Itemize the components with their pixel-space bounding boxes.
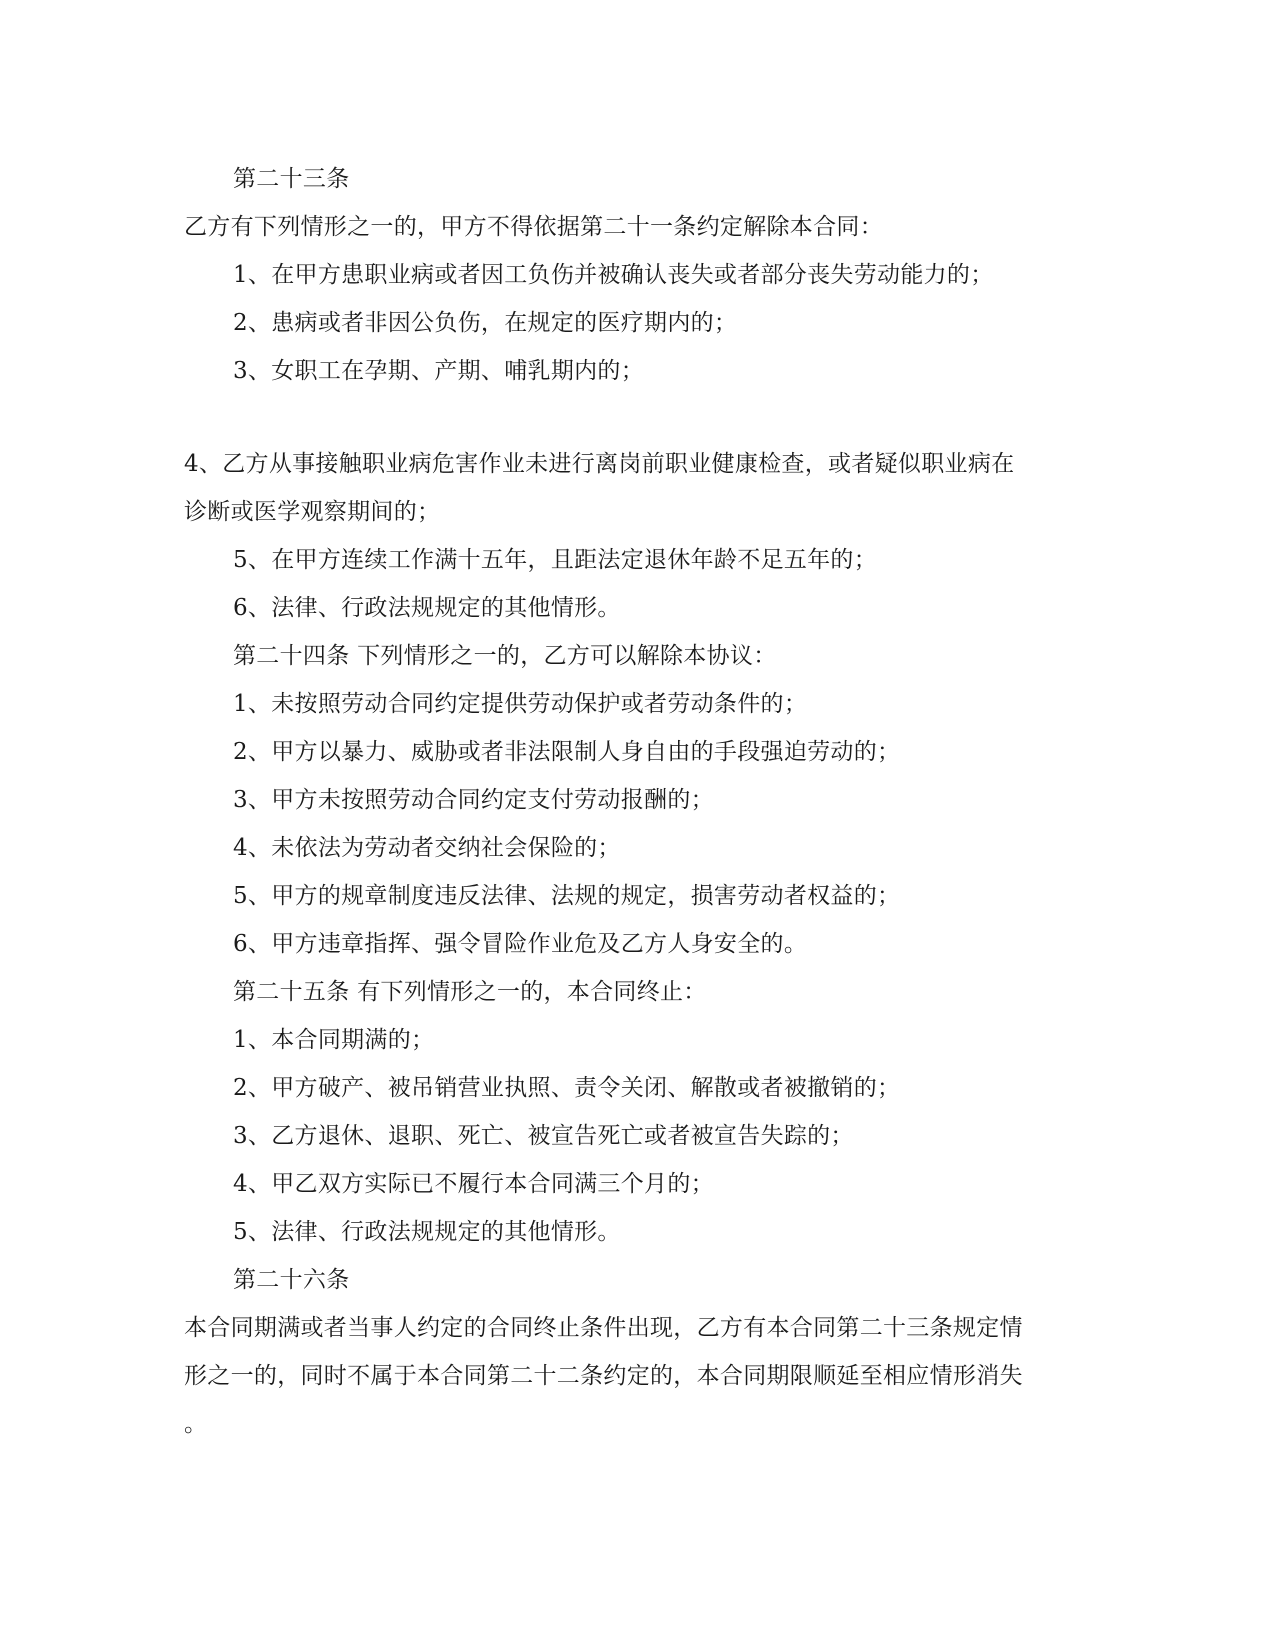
article-24-item-6: 6、甲方违章指挥、强令冒险作业危及乙方人身安全的。	[233, 931, 808, 957]
article-26-body-line-2: 形之一的，同时不属于本合同第二十二条约定的，本合同期限顺延至相应情形消失	[184, 1363, 1023, 1389]
article-23-item-3: 3、女职工在孕期、产期、哺乳期内的；	[233, 358, 645, 384]
article-23-intro: 乙方有下列情形之一的，甲方不得依据第二十一条约定解除本合同：	[184, 214, 883, 240]
article-23-item-6: 6、法律、行政法规规定的其他情形。	[233, 595, 621, 621]
article-23-item-1: 1、在甲方患职业病或者因工负伤并被确认丧失或者部分丧失劳动能力的；	[233, 262, 994, 288]
article-23-item-2: 2、患病或者非因公负伤，在规定的医疗期内的；	[233, 310, 738, 336]
article-23-item-4-cont: 诊断或医学观察期间的；	[184, 499, 441, 525]
article-24-item-5: 5、甲方的规章制度违反法律、法规的规定，损害劳动者权益的；	[233, 883, 901, 909]
article-23-item-5: 5、在甲方连续工作满十五年，且距法定退休年龄不足五年的；	[233, 547, 878, 573]
article-26-heading: 第二十六条	[233, 1267, 350, 1293]
article-24-heading: 第二十四条 下列情形之一的，乙方可以解除本协议：	[233, 643, 777, 669]
article-26-body-line-3: 。	[184, 1411, 208, 1437]
article-23-item-4: 4、乙方从事接触职业病危害作业未进行离岗前职业健康检查，或者疑似职业病在	[184, 451, 1015, 477]
article-24-item-1: 1、未按照劳动合同约定提供劳动保护或者劳动条件的；	[233, 691, 808, 717]
article-25-item-5: 5、法律、行政法规规定的其他情形。	[233, 1219, 621, 1245]
article-24-item-4: 4、未依法为劳动者交纳社会保险的；	[233, 835, 621, 861]
article-25-heading: 第二十五条 有下列情形之一的，本合同终止：	[233, 979, 707, 1005]
article-25-item-3: 3、乙方退休、退职、死亡、被宣告死亡或者被宣告失踪的；	[233, 1123, 854, 1149]
article-24-item-3: 3、甲方未按照劳动合同约定支付劳动报酬的；	[233, 787, 714, 813]
article-25-item-1: 1、本合同期满的；	[233, 1027, 435, 1053]
article-24-item-2: 2、甲方以暴力、威胁或者非法限制人身自由的手段强迫劳动的；	[233, 739, 901, 765]
article-25-item-4: 4、甲乙双方实际已不履行本合同满三个月的；	[233, 1171, 714, 1197]
article-23-heading: 第二十三条	[233, 166, 350, 192]
article-25-item-2: 2、甲方破产、被吊销营业执照、责令关闭、解散或者被撤销的；	[233, 1075, 901, 1101]
article-26-body-line-1: 本合同期满或者当事人约定的合同终止条件出现，乙方有本合同第二十三条规定情	[184, 1315, 1023, 1341]
